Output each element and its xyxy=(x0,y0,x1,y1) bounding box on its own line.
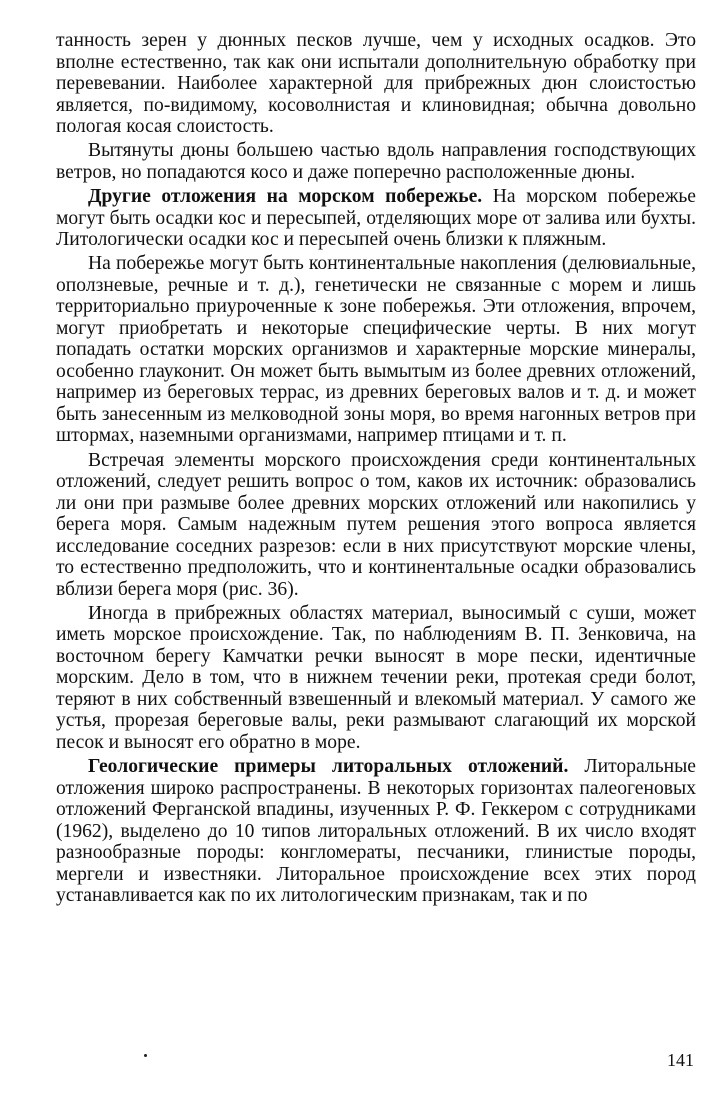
page-body xyxy=(56,30,696,910)
section-heading: Другие отложения на морском побережье. xyxy=(88,186,483,208)
paragraph-text: Иногда в прибрежных областях материал, выносимый с суши, может иметь морское происхождение. Так, по наблюдениям В. П. Зенковича, на восточном берегу Камчатки речки выносят в море пески, идентичные морским. Дело в том, что в нижнем течении реки, протекая среди болот, теряют в них собственный взвешенный и влекомый материал. У самого же устья, прорезая береговые валы, реки размывают слагающий их морской песок и выносят его обратно в море. xyxy=(56,602,696,753)
paragraph-text: Встречая элементы морского происхождения среди континентальных отложений, следует решить вопрос о том, каков их источник: образовались ли они при размыве более древних морских отложений или накопились у берега моря. Самым надежным путем решения этого вопроса является исследование соседних разрезов: если в них присутствуют морские члены, то естественно предположить, что и континентальные осадки образовались вблизи берега моря (рис. 36). xyxy=(56,449,696,600)
paragraph-text: танность зерен у дюнных песков лучше, чем у исходных осадков. Это вполне естественно, так как они испытали дополнительную обработку при перевевании. Наиболее характерной для прибрежных дюн слоистостью является, по-видимому, косоволнистая и клиновидная; обычна довольно пологая косая слоистость. xyxy=(56,30,696,137)
paragraph-text: На морском побережье могут быть осадки кос и пересыпей, отделяющих море от залива или бухты. Литологически осадки кос и пересыпей очень близки к пляжным. xyxy=(56,186,696,251)
paragraph-1 xyxy=(56,30,696,138)
paragraph-7 xyxy=(56,756,696,907)
print-speck xyxy=(144,1054,147,1057)
paragraph-5 xyxy=(56,450,696,601)
page-number: 141 xyxy=(667,1050,694,1070)
paragraph-4 xyxy=(56,253,696,447)
section-heading: Геологические примеры литоральных отложений. xyxy=(88,756,569,778)
paragraph-3 xyxy=(56,186,696,251)
paragraph-text: Литоральные отложения широко распространены. В некоторых горизонтах палеогеновых отложений Ферганской впадины, изученных Р. Ф. Геккером с сотрудниками (1962), выделено до 10 типов литоральных отложений. В их число входят разнообразные породы: конгломераты, песчаники, глинистые породы, мергели и известняки. Литоральное происхождение всех этих пород устанавливается как по их литологическим признакам, так и по xyxy=(56,756,696,907)
paragraph-text: Вытянуты дюны большею частью вдоль направления господствующих ветров, но попадаются косо и даже поперечно расположенные дюны. xyxy=(56,140,696,183)
paragraph-text: На побережье могут быть континентальные накопления (делювиальные, оползневые, речные и т. д.), генетически не связанные с морем и лишь территориально приуроченные к зоне побережья. Эти отложения, впрочем, могут приобретать и некоторые специфические черты. В них могут попадать остатки морских организмов и характерные морские минералы, особенно глауконит. Он может быть вымытым из более древних отложений, например из береговых террас, из древних береговых валов и т. д. и может быть занесенным из мелководной зоны моря, во время нагонных ветров при штормах, наземными организмами, например птицами и т. п. xyxy=(56,253,696,447)
paragraph-6 xyxy=(56,603,696,754)
paragraph-2 xyxy=(56,140,696,183)
